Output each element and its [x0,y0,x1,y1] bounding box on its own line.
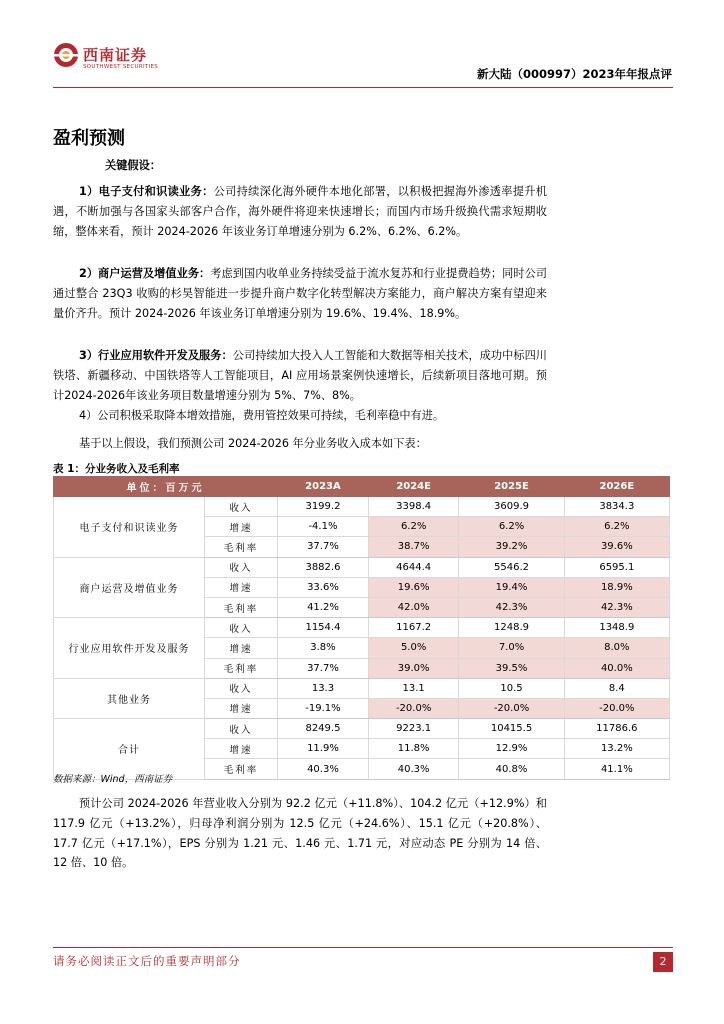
assumption-paragraph-3 [53,346,547,405]
table-cell: 6595.1 [564,557,669,577]
section-title: 盈利预测 [53,128,125,149]
assumption-1-heading: 1）电子支付和识读业务： [79,185,214,198]
assumption-paragraph-1 [53,182,547,241]
column-header: 2025E [459,477,564,497]
table-cell: 40.0% [564,658,669,678]
table-source: 数据来源：Wind，西南证券 [53,774,173,785]
table-cell: 6.2% [459,517,564,537]
table-cell: 1248.9 [459,618,564,638]
metric-label: 毛利率 [205,537,278,557]
table-cell: 1167.2 [368,618,458,638]
assumption-paragraph-4: 4）公司积极采取降本增效措施，费用管控效果可持续，毛利率稳中有进。 [79,409,445,422]
table-cell: 10415.5 [459,719,564,739]
table-cell: 41.1% [564,759,669,779]
logo-english-name: SOUTHWEST SECURITIES [83,64,159,70]
forecast-summary: 预计公司 2024-2026 年营业收入分别为 92.2 亿元（+11.8%）、104.2 亿元（+12.9%）和 117.9 亿元（+13.2%），归母净利润分别为 12.5 亿元（+24.6%）、15.1 亿元（+20.8%）、17.7 亿元（+17.1%），EPS 分别为 1.21 元、1.46 元、1.71 元，对应动态 PE 分别为 14 倍、12 倍、10 倍。 [53,797,547,870]
table-cell: 3609.9 [459,497,564,517]
table-cell: 5546.2 [459,557,564,577]
metric-label: 增速 [205,638,278,658]
logo-mark-icon [53,42,79,68]
column-header: 2023A [278,477,369,497]
table-cell: 6.2% [564,517,669,537]
table-cell: 39.6% [564,537,669,557]
table-cell: -19.1% [278,698,369,718]
table-cell: 19.6% [368,577,458,597]
header-divider [53,87,673,88]
table-cell: 13.1 [368,678,458,698]
table-cell: 39.0% [368,658,458,678]
metric-label: 收入 [205,719,278,739]
table-cell: 1154.4 [278,618,369,638]
table-cell: 39.5% [459,658,564,678]
table-cell: 42.3% [459,597,564,617]
table-cell: 40.3% [278,759,369,779]
footer-divider [53,947,673,948]
assumption-paragraph-2 [53,264,547,323]
table-cell: 39.2% [459,537,564,557]
metric-label: 增速 [205,517,278,537]
metric-label: 增速 [205,698,278,718]
table-cell: 12.9% [459,739,564,759]
table-cell: 11.9% [278,739,369,759]
metric-label: 增速 [205,577,278,597]
assumption-2-heading: 2）商户运营及增值业务： [79,267,211,280]
segment-name: 商户运营及增值业务 [54,557,205,618]
table-cell: 13.2% [564,739,669,759]
table-cell: 7.0% [459,638,564,658]
segment-name: 行业应用软件开发及服务 [54,618,205,679]
table-cell: -4.1% [278,517,369,537]
table-unit-header: 单位：百万元 [54,477,278,497]
metric-label: 收入 [205,618,278,638]
key-assumptions-label: 关键假设： [105,159,161,172]
table-cell: 13.3 [278,678,369,698]
assumption-3-text: 公司持续加大投入人工智能和大数据等相关技术，成功中标四川铁塔、新疆移动、中国铁塔等人工智能项目，AI 应用场景案例快速增长，后续新项目落地可期。预计2024-2026年该业务项目数量增速分别为 5%、7%、8%。 [53,349,547,402]
table-cell: -20.0% [459,698,564,718]
table-cell: -20.0% [368,698,458,718]
table-cell: 37.7% [278,537,369,557]
metric-label: 收入 [205,678,278,698]
logo-chinese-name: 西南证券 [83,46,148,64]
company-logo [53,40,163,80]
segment-name: 其他业务 [54,678,205,718]
table-cell: 3834.3 [564,497,669,517]
table-row [54,557,670,577]
assumption-1-text: 公司持续深化海外硬件本地化部署，以积极把握海外渗透率提升机遇，不断加强与各国家头部客户合作，海外硬件将迎来快速增长；而国内市场升级换代需求短期收缩，整体来看，预计 2024-2026 年该业务订单增速分别为 6.2%、6.2%、6.2%。 [53,185,547,238]
revenue-margin-table [53,476,670,780]
table-cell: 5.0% [368,638,458,658]
table-cell: 42.3% [564,597,669,617]
table-cell: 42.0% [368,597,458,617]
table-cell: 8.0% [564,638,669,658]
table-cell: 3.8% [278,638,369,658]
metric-label: 增速 [205,739,278,759]
metric-label: 毛利率 [205,759,278,779]
table-cell: 8.4 [564,678,669,698]
table-cell: 38.7% [368,537,458,557]
table-row [54,618,670,638]
segment-name: 合计 [54,719,205,780]
table-cell: 1348.9 [564,618,669,638]
table-title: 表 1：分业务收入及毛利率 [53,463,180,475]
table-cell: 4644.4 [368,557,458,577]
table-cell: 3398.4 [368,497,458,517]
assumption-summary: 基于以上假设，我们预测公司 2024-2026 年分业务收入成本如下表： [79,437,427,450]
page-number: 2 [653,952,673,972]
table-cell: 3199.2 [278,497,369,517]
column-header: 2024E [368,477,458,497]
table-cell: -20.0% [564,698,669,718]
table-cell: 10.5 [459,678,564,698]
table-cell: 11.8% [368,739,458,759]
column-header: 2026E [564,477,669,497]
metric-label: 毛利率 [205,658,278,678]
table-cell: 19.4% [459,577,564,597]
table-row [54,678,670,698]
table-cell: 8249.5 [278,719,369,739]
metric-label: 收入 [205,497,278,517]
metric-label: 毛利率 [205,597,278,617]
table-cell: 9223.1 [368,719,458,739]
table-row [54,719,670,739]
table-row [54,497,670,517]
metric-label: 收入 [205,557,278,577]
table-cell: 41.2% [278,597,369,617]
table-cell: 6.2% [368,517,458,537]
table-cell: 18.9% [564,577,669,597]
report-title: 新大陆（000997）2023年年报点评 [476,67,672,81]
assumption-2-text: 考虑到国内收单业务持续受益于流水复苏和行业提费趋势；同时公司通过整合 23Q3 收购的杉昊智能进一步提升商户数字化转型解决方案能力，商户解决方案有望迎来量价齐升。预计 2024-2026 年该业务订单增速分别为 19.6%、19.4%、18.9%。 [53,267,547,320]
table-cell: 3882.6 [278,557,369,577]
table-cell: 37.7% [278,658,369,678]
table-header-row [54,477,670,497]
table-cell: 11786.6 [564,719,669,739]
page-header [0,0,724,90]
footer-disclaimer: 请务必阅读正文后的重要声明部分 [53,954,241,968]
table-cell: 40.8% [459,759,564,779]
table-cell: 40.3% [368,759,458,779]
table-cell: 33.6% [278,577,369,597]
segment-name: 电子支付和识读业务 [54,497,205,558]
assumption-3-heading: 3）行业应用软件开发及服务： [79,349,233,362]
